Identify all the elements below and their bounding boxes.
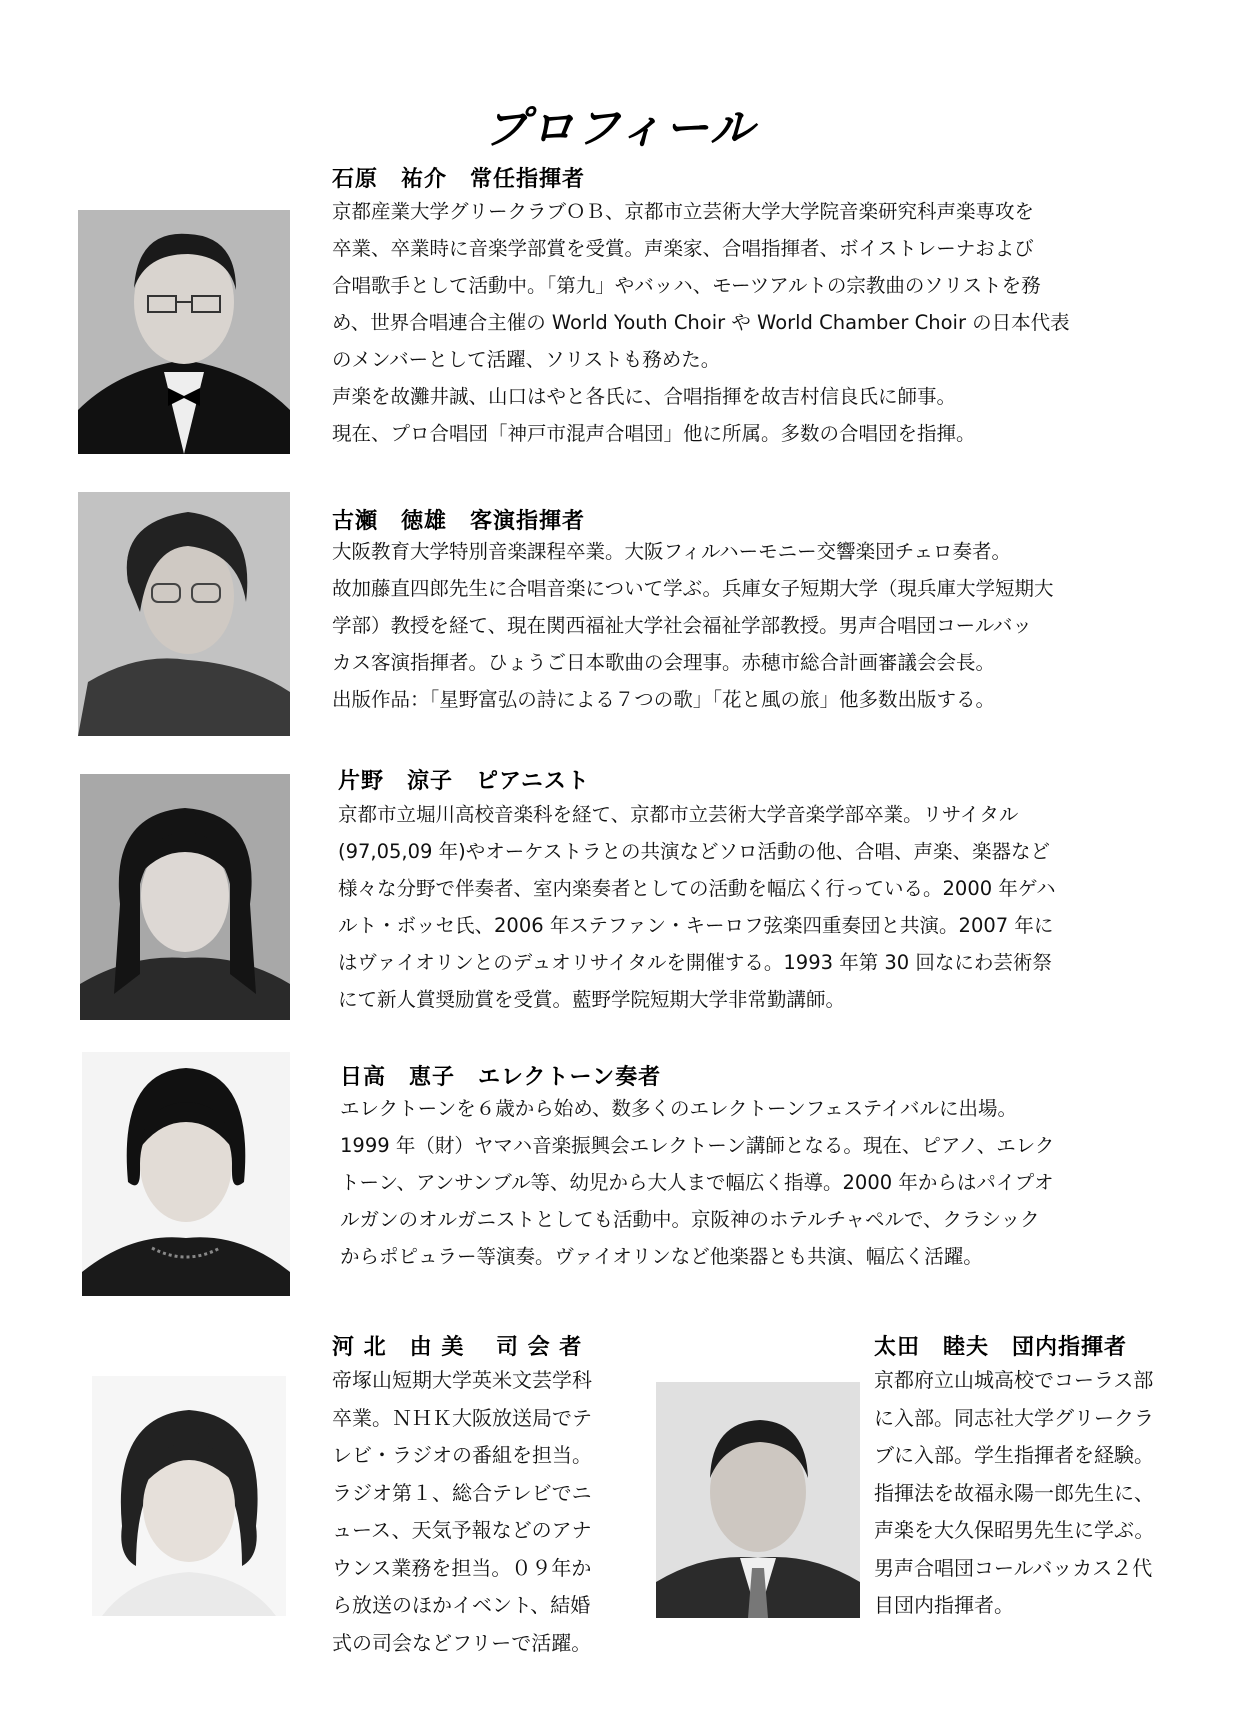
bio-line: のメンバーとして活躍、ソリストも務めた。 xyxy=(332,348,721,371)
profile-bio-ota xyxy=(874,1362,1154,1625)
bio-line: 京都府立山城高校でコーラス部 xyxy=(874,1368,1154,1392)
bio-line: 声楽を故灘井誠、山口はやと各氏に、合唱指揮を故吉村信良氏に師事。 xyxy=(332,385,957,408)
bio-line: トーン、アンサンブル等、幼児から大人まで幅広く指導。2000 年からはパイプオ xyxy=(340,1171,1054,1194)
profile-bio-kawakita xyxy=(332,1362,592,1662)
profile-name-furuse: 古瀬 徳雄 客演指揮者 xyxy=(332,509,586,534)
portrait-photo-hidaka xyxy=(82,1052,290,1296)
bio-line: に入部。同志社大学グリークラ xyxy=(874,1405,1154,1430)
bio-line: 帝塚山短期大学英米文芸学科 xyxy=(332,1368,592,1392)
bio-line: 京都産業大学グリークラブＯＢ、京都市立芸術大学大学院音楽研究科声楽専攻を xyxy=(332,200,1035,223)
bio-line: ルト・ボッセ氏、2006 年ステファン・キーロフ弦楽四重奏団と共演。2007 年に xyxy=(338,914,1054,937)
bio-line: ルガンのオルガニストとしても活動中。京阪神のホテルチャペルで、クラシック xyxy=(340,1208,1040,1231)
profile-name-hidaka: 日高 恵子 エレクトーン奏者 xyxy=(340,1065,662,1090)
portrait-photo-katano xyxy=(80,774,290,1020)
profile-name-ishihara: 石原 祐介 常任指揮者 xyxy=(332,167,586,192)
portrait-photo-kawakita xyxy=(92,1376,286,1616)
profile-name-ota: 太田 睦夫 団内指揮者 xyxy=(874,1335,1128,1360)
bio-line: ュース、天気予報などのアナ xyxy=(332,1518,592,1542)
bio-line: 卒業、卒業時に音楽学部賞を受賞。声楽家、合唱指揮者、ボイストレーナおよび xyxy=(332,237,1034,260)
bio-line: 目団内指揮者。 xyxy=(874,1593,1014,1617)
bio-line: 男声合唱団コールバッカス２代 xyxy=(874,1555,1153,1580)
bio-line: 様々な分野で伴奏者、室内楽奏者としての活動を幅広く行っている。2000 年ゲハ xyxy=(338,877,1056,900)
bio-line: ラジオ第１、総合テレビでニ xyxy=(332,1480,592,1505)
bio-line: 現在、プロ合唱団「神戸市混声合唱団」他に所属。多数の合唱団を指揮。 xyxy=(332,422,976,445)
profile-bio-furuse xyxy=(332,533,1054,718)
bio-line: 声楽を大久保昭男先生に学ぶ。 xyxy=(874,1518,1155,1542)
bio-line: 故加藤直四郎先生に合唱音楽について学ぶ。兵庫女子短期大学（現兵庫大学短期大 xyxy=(332,577,1054,600)
bio-line: 式の司会などフリーで活躍。 xyxy=(332,1630,592,1655)
bio-line: 京都市立堀川高校音楽科を経て、京都市立芸術大学音楽学部卒業。リサイタル xyxy=(338,803,1019,826)
profile-bio-hidaka xyxy=(340,1090,1054,1275)
bio-line: ウンス業務を担当。０９年か xyxy=(332,1555,592,1580)
portrait-photo-furuse xyxy=(78,492,290,736)
profile-bio-katano xyxy=(338,796,1056,1018)
bio-line: にて新人賞奨励賞を受賞。藍野学院短期大学非常勤講師。 xyxy=(338,988,846,1011)
bio-line: カス客演指揮者。ひょうご日本歌曲の会理事。赤穂市総合計画審議会会長。 xyxy=(332,651,996,674)
bio-line: 合唱歌手として活動中。「第九」やバッハ、モーツアルトの宗教曲のソリストを務 xyxy=(332,274,1041,297)
bio-line: ブに入部。学生指揮者を経験。 xyxy=(874,1443,1154,1467)
bio-line: (97,05,09 年)やオーケストラとの共演などソロ活動の他、合唱、声楽、楽器など xyxy=(338,840,1050,863)
bio-line: め、世界合唱連合主催の World Youth Choir や World Chamber Choir の日本代表 xyxy=(332,311,1070,334)
page-title: プロフィール xyxy=(484,103,756,154)
bio-line: 1999 年（財）ヤマハ音楽振興会エレクトーン講師となる。現在、ピアノ、エレク xyxy=(340,1134,1055,1157)
portrait-photo-ishihara xyxy=(78,210,290,454)
bio-line: 卒業。ＮＨＫ大阪放送局でテ xyxy=(332,1405,592,1430)
bio-line: 学部）教授を経て、現在関西福祉大学社会福祉学部教授。男声合唱団コールバッ xyxy=(332,614,1032,637)
bio-line: ら放送のほかイベント、結婚 xyxy=(332,1593,591,1617)
bio-line: からポピュラー等演奏。ヴァイオリンなど他楽器とも共演、幅広く活躍。 xyxy=(340,1245,983,1268)
profile-name-kawakita: 河 北 由 美 司 会 者 xyxy=(332,1335,583,1360)
bio-line: 出版作品：「星野富弘の詩による７つの歌」「花と風の旅」他多数出版する。 xyxy=(332,688,996,711)
bio-line: 大阪教育大学特別音楽課程卒業。大阪フィルハーモニー交響楽団チェロ奏者。 xyxy=(332,540,1011,563)
bio-line: はヴァイオリンとのデュオリサイタルを開催する。1993 年第 30 回なにわ芸術祭 xyxy=(338,951,1052,974)
portrait-photo-ota xyxy=(656,1382,860,1618)
profile-bio-ishihara xyxy=(332,193,1070,452)
profile-name-katano: 片野 涼子 ピアニスト xyxy=(338,769,590,794)
bio-line: エレクトーンを６歳から始め、数多くのエレクトーンフェステイバルに出場。 xyxy=(340,1097,1018,1120)
bio-line: レビ・ラジオの番組を担当。 xyxy=(332,1443,592,1467)
bio-line: 指揮法を故福永陽一郎先生に、 xyxy=(874,1480,1154,1505)
